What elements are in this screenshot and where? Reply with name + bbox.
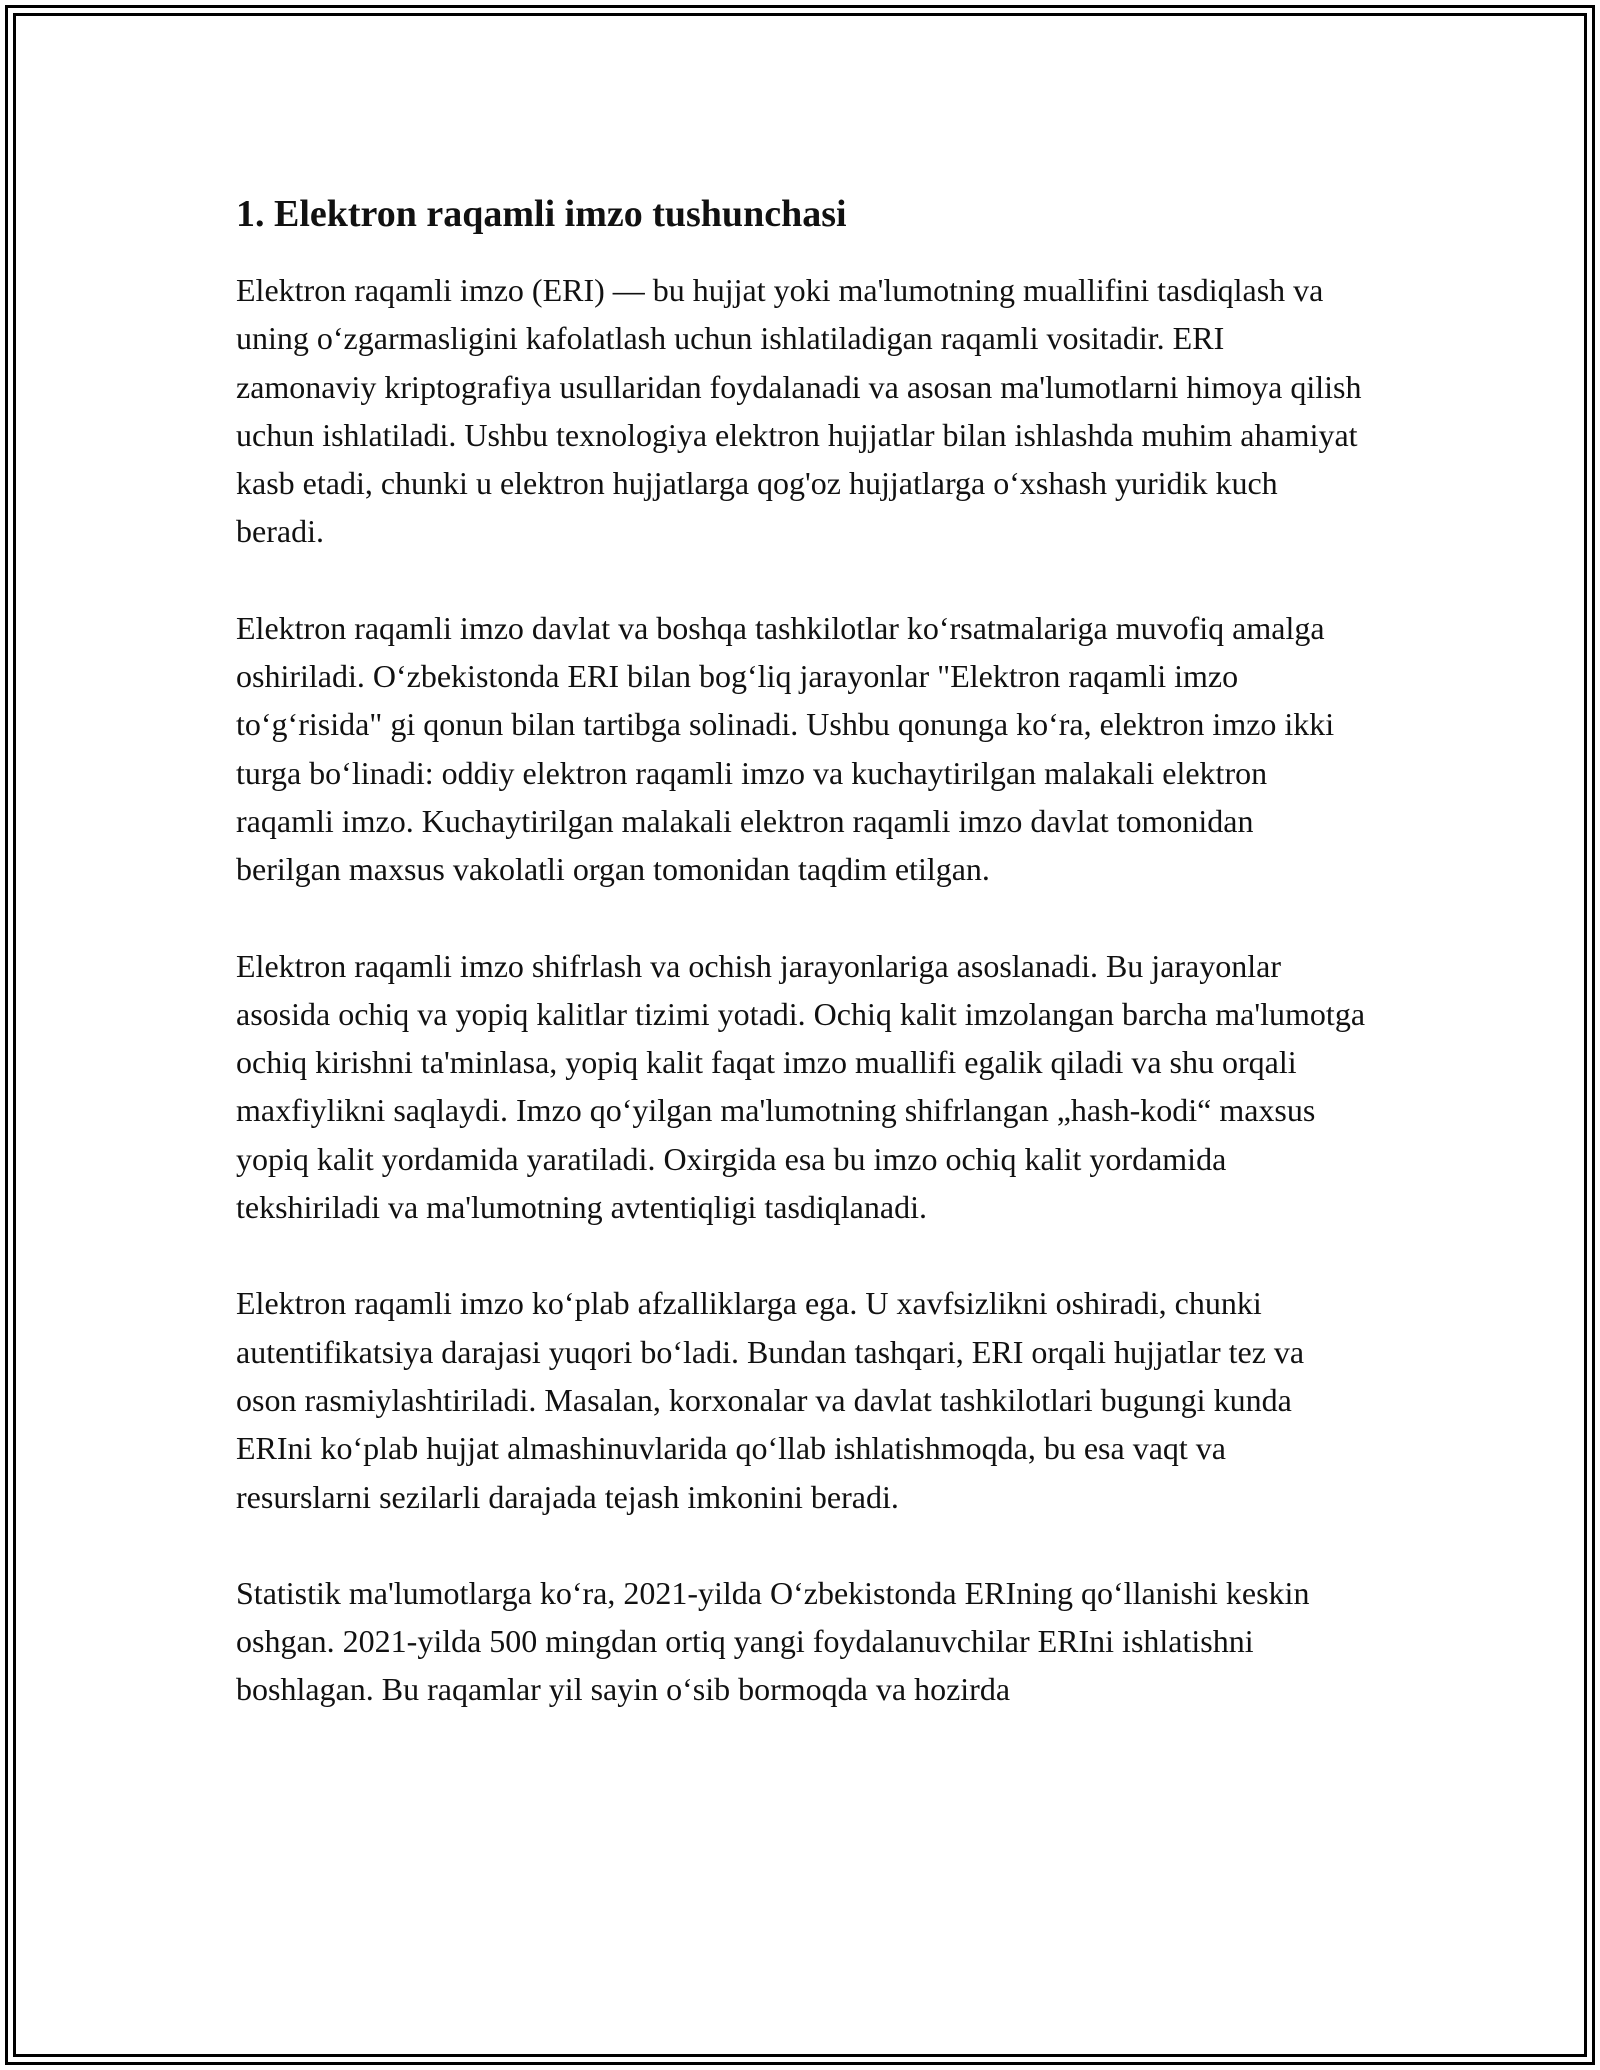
paragraph-statistics: Statistik ma'lumotlarga koʻra, 2021-yilda Oʻzbekistonda ERIning qoʻllanishi keskin oshgan. 2021-yilda 500 mingdan ortiq yangi foydalanuvchilar ERIni ishlatishni boshlagan. Bu raqamlar yil sayin oʻsib bormoqda va hozirda bbox=[236, 1574, 1310, 1708]
paragraph-advantages: Elektron raqamli imzo koʻplab afzalliklarga ega. U xavfsizlikni oshiradi, chunki autentifikatsiya darajasi yuqori boʻladi. Bundan tashqari, ERI orqali hujjatlar tez va oson rasmiylashtiriladi. Masalan, korxonalar va davlat tashkilotlari bugungi kunda ERIni koʻplab hujjat almashinuvlarida qoʻllab ishlatishmoqda, bu esa vaqt va resurslarni sezilarli darajada tejash imkonini beradi. bbox=[236, 1285, 1305, 1515]
paragraph-key-system: Elektron raqamli imzo shifrlash va ochish jarayonlariga asoslanadi. Bu jarayonlar asosida ochiq va yopiq kalitlar tizimi yotadi. Ochiq kalit imzolangan barcha ma'lumotga ochiq kirishni ta'minlasa, yopiq kalit faqat imzo muallifi egalik qiladi va shu orqali maxfiylikni saqlaydi. Imzo qoʻyilgan ma'lumotning shifrlangan „hash-kodi“ maxsus yopiq kalit yordamida yaratiladi. Oxirgida esa bu imzo ochiq kalit yordamida tekshiriladi va ma'lumotning avtentiqligi tasdiqlanadi. bbox=[236, 947, 1366, 1226]
section-heading: 1. Elektron raqamli imzo tushunchasi bbox=[236, 193, 847, 235]
document-body bbox=[236, 186, 1366, 1762]
paragraph-legal-basis: Elektron raqamli imzo davlat va boshqa tashkilotlar koʻrsatmalariga muvofiq amalga oshiriladi. Oʻzbekistonda ERI bilan bogʻliq jarayonlar "Elektron raqamli imzo toʻgʻrisida" gi qonun bilan tartibga solinadi. Ushbu qonunga koʻra, elektron imzo ikki turga boʻlinadi: oddiy elektron raqamli imzo va kuchaytirilgan malakali elektron raqamli imzo. Kuchaytirilgan malakali elektron raqamli imzo davlat tomonidan berilgan maxsus vakolatli organ tomonidan taqdim etilgan. bbox=[236, 609, 1335, 888]
paragraph-definition: Elektron raqamli imzo (ERI) — bu hujjat yoki ma'lumotning muallifini tasdiqlash va uning oʻzgarmasligini kafolatlash uchun ishlatiladigan raqamli vositadir. ERI zamonaviy kriptografiya usullaridan foydalanadi va asosan ma'lumotlarni himoya qilish uchun ishlatiladi. Ushbu texnologiya elektron hujjatlar bilan ishlashda muhim ahamiyat kasb etadi, chunki u elektron hujjatlarga qog'oz hujjatlarga oʻxshash yuridik kuch beradi. bbox=[236, 272, 1362, 550]
